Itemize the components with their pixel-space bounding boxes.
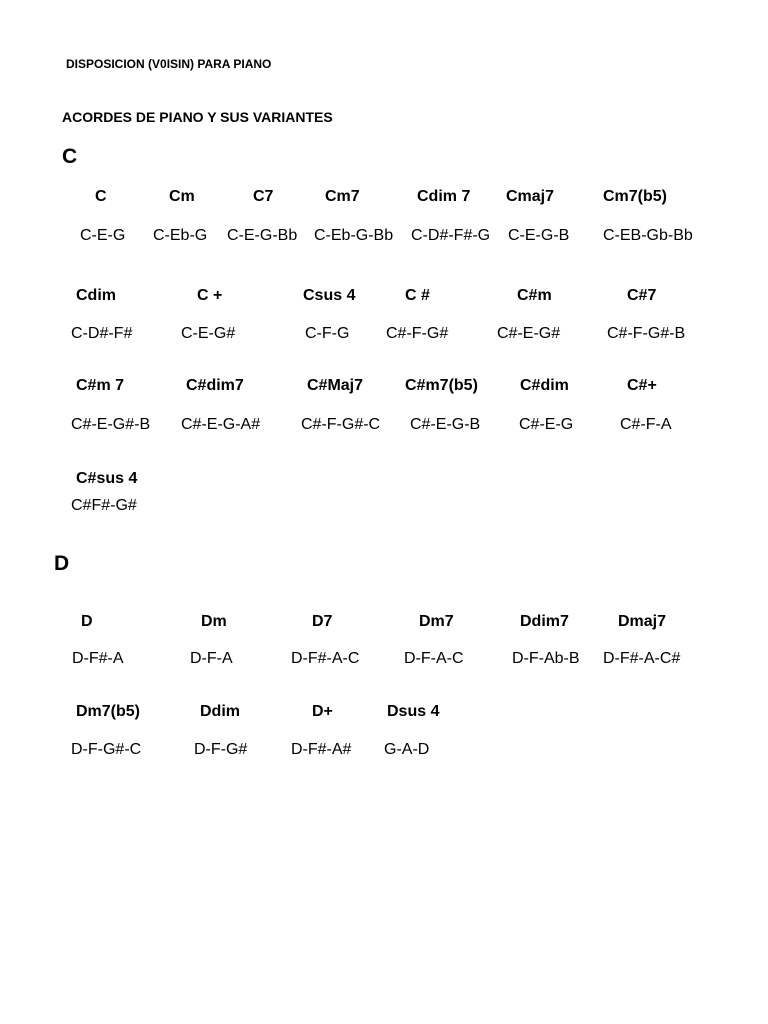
chord-notes: D-F-G#-C: [71, 741, 142, 758]
chord-name: Cdim 7: [417, 188, 471, 205]
chord-name: Dsus 4: [387, 703, 440, 720]
chord-name: C#7: [627, 287, 657, 304]
section-subtitle: ACORDES DE PIANO Y SUS VARIANTES: [62, 109, 333, 125]
chord-name: C#m7(b5): [405, 377, 478, 394]
chord-notes: C-F-G: [305, 325, 350, 342]
chord-name: C #: [405, 287, 430, 304]
chord-notes: D-F#-A: [72, 650, 124, 667]
chord-name: D: [81, 613, 93, 630]
chord-notes: C-Eb-G-Bb: [314, 227, 394, 244]
chord-name: C +: [197, 287, 223, 304]
chord-name: C#Maj7: [307, 377, 364, 394]
chord-name: Csus 4: [303, 287, 356, 304]
chord-notes: C-E-G#: [181, 325, 236, 342]
chord-name: C#m 7: [76, 377, 125, 394]
chord-notes: C#-F-A: [620, 416, 672, 433]
chord-notes: C#-F-G#-C: [301, 416, 381, 433]
chord-name: Dmaj7: [618, 613, 667, 630]
chord-notes: C-D#-F#: [71, 325, 133, 342]
chord-notes: C-EB-Gb-Bb: [603, 227, 693, 244]
chord-name: D7: [312, 613, 333, 630]
chord-name: Cm7: [325, 188, 360, 205]
chord-notes: C-E-G: [80, 227, 126, 244]
chord-notes: C#-F-G#: [386, 325, 449, 342]
chord-notes: D-F#-A-C: [291, 650, 360, 667]
chord-notes: C#F#-G#: [71, 497, 137, 514]
chord-notes: C#-F-G#-B: [607, 325, 686, 342]
section-letter-c: C: [62, 145, 78, 168]
chord-name: Dm7(b5): [76, 703, 141, 720]
chord-notes: C-Eb-G: [153, 227, 208, 244]
chord-notes: D-F-G#: [194, 741, 248, 758]
chord-notes: C#-E-G: [519, 416, 574, 433]
chord-name: Cmaj7: [506, 188, 555, 205]
chord-name: Ddim7: [520, 613, 569, 630]
chord-name: Cdim: [76, 287, 116, 304]
chord-notes: C-E-G-Bb: [227, 227, 298, 244]
chord-name: C#sus 4: [76, 470, 138, 487]
chord-notes: C-D#-F#-G: [411, 227, 491, 244]
chord-notes: D-F#-A-C#: [603, 650, 681, 667]
chord-name: Cm7(b5): [603, 188, 668, 205]
chord-notes: D-F-Ab-B: [512, 650, 580, 667]
chord-name: Dm: [201, 613, 227, 630]
chord-notes: D-F#-A#: [291, 741, 352, 758]
chord-name: C#dim: [520, 377, 569, 394]
chord-name: Ddim: [200, 703, 240, 720]
chord-notes: C#-E-G-A#: [181, 416, 261, 433]
chord-name: C#dim7: [186, 377, 244, 394]
document-title: DISPOSICION (V0ISIN) PARA PIANO: [66, 57, 272, 71]
chord-notes: D-F-A: [190, 650, 233, 667]
chord-notes: C#-E-G#: [497, 325, 561, 342]
chord-notes: C#-E-G-B: [410, 416, 481, 433]
chord-name: D+: [312, 703, 333, 720]
chord-name: C#m: [517, 287, 552, 304]
chord-name: C#+: [627, 377, 657, 394]
chord-notes: C-E-G-B: [508, 227, 570, 244]
chord-name: Dm7: [419, 613, 454, 630]
chord-notes: C#-E-G#-B: [71, 416, 151, 433]
chord-notes: G-A-D: [384, 741, 430, 758]
chord-notes: D-F-A-C: [404, 650, 464, 667]
chord-name: C7: [253, 188, 274, 205]
section-letter-d: D: [54, 552, 70, 575]
chord-name: Cm: [169, 188, 195, 205]
chord-name: C: [95, 188, 107, 205]
